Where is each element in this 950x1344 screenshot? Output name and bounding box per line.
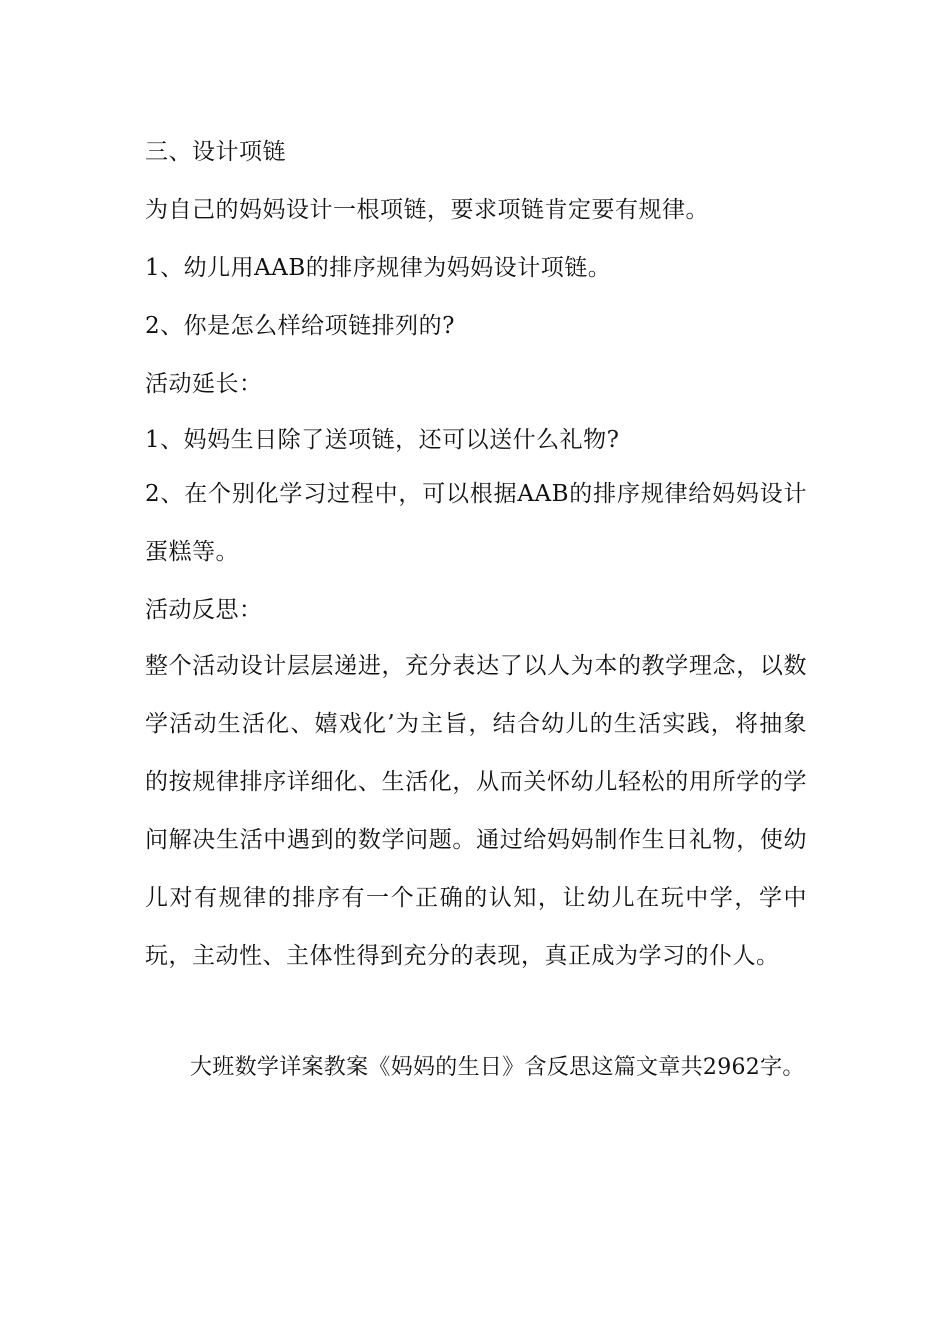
footer-note: 大班数学详案教案《妈妈的生日》含反思这篇文章共2962字。 [190,1055,805,1080]
extension-heading: 活动延长： [145,371,263,397]
step-item-2: 2、你是怎么样给项链排列的? [145,313,455,339]
intro-paragraph: 为自己的妈妈设计一根项链，要求项链肯定要有规律。 [145,197,709,223]
extension-item-1: 1、妈妈生日除了送项链，还可以送什么礼物? [145,427,620,453]
extension-item-2: 2、在个别化学习过程中，可以根据AAB的排序规律给妈妈设计蛋糕等。 [145,481,807,565]
reflection-paragraph: 整个活动设计层层递进，充分表达了以人为本的教学理念，以数学活动生活化、嬉戏化’为主旨，结合幼儿的生活实践，将抽象的按规律排序详细化、生活化，从而关怀幼儿轻松的用所学的学问解决生活中遇到的数学问题。通过给妈妈制作生日礼物，使幼儿对有规律的排序有一个正确的认知，让幼儿在玩中学，学中玩，主动性、主体性得到充分的表现，真正成为学习的仆人。 [145,653,807,969]
step-item-1: 1、幼儿用AAB的排序规律为妈妈设计项链。 [145,255,612,281]
reflection-heading: 活动反思： [145,597,263,623]
section-heading: 三、设计项链 [145,139,286,165]
